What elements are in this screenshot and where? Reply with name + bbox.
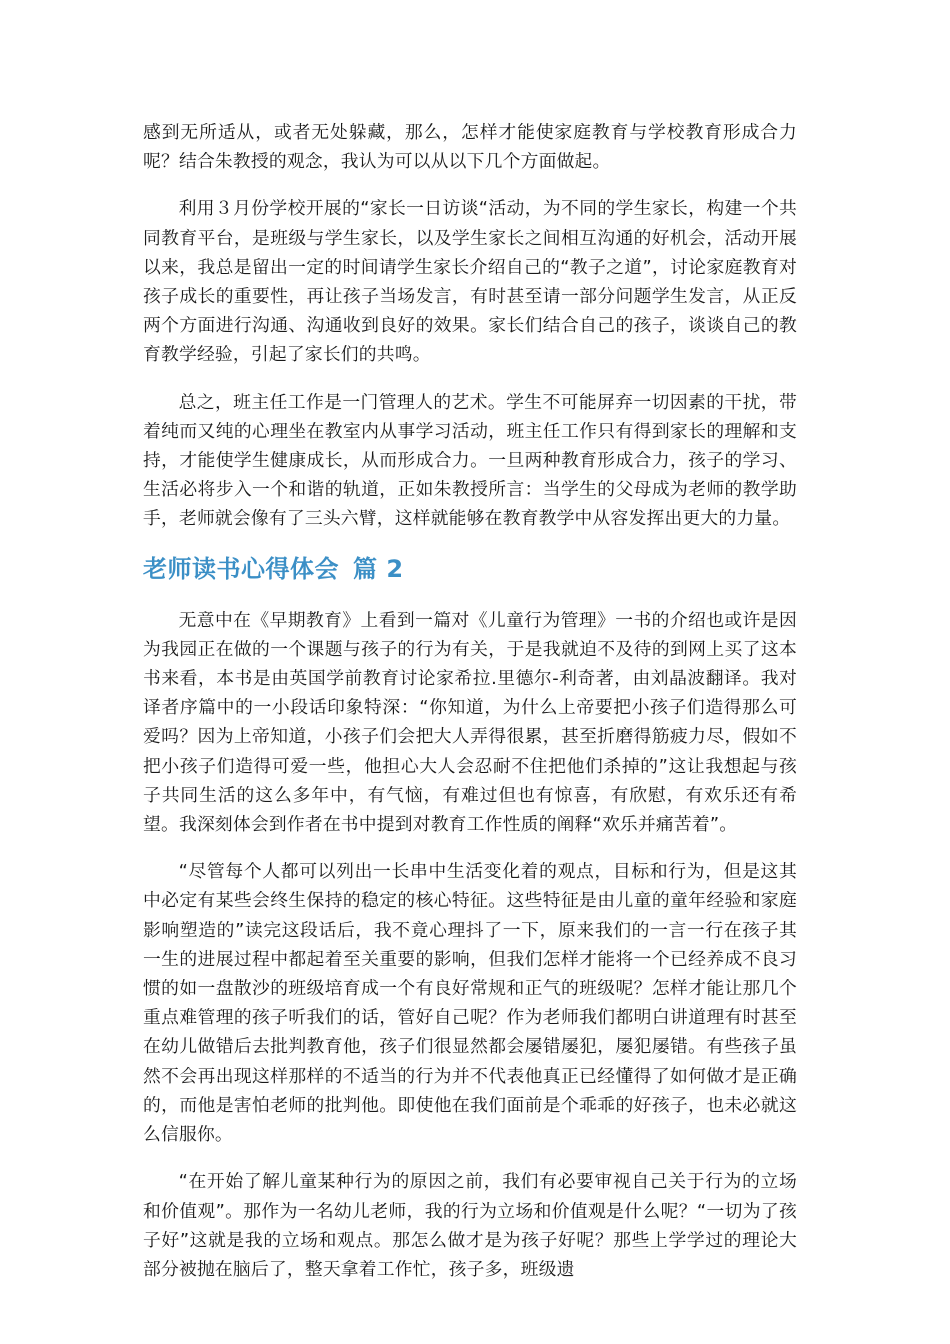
paragraph: “尽管每个人都可以列出一长串中生活变化着的观点，目标和行为，但是这其中必定有某些会终生保持的稳定的核心特征。这些特征是由儿童的童年经验和家庭影响塑造的”读完这段话后，我不竟心理抖了一下，原来我们的一言一行在孩子其一生的进展过程中都起着至关重要的影响，但我们怎样才能将一个已经养成不良习惯的如一盘散沙的班级培育成一个有良好常规和正气的班级呢？怎样才能让那几个重点难管理的孩子听我们的话，管好自己呢？作为老师我们都明白讲道理有时甚至在幼儿做错后去批判教育他，孩子们很显然都会屡错屡犯，屡犯屡错。有些孩子虽然不会再出现这样那样的不适当的行为并不代表他真正已经懂得了如何做才是正确的，而他是害怕老师的批判他。即使他在我们面前是个乖乖的好孩子，也未必就这么信服你。 xyxy=(143,861,797,1146)
paragraph: 总之，班主任工作是一门管理人的艺术。学生不可能屏弃一切因素的干扰，带着纯而又纯的心理坐在教室内从事学习活动，班主任工作只有得到家长的理解和支持，才能使学生健康成长，从而形成合力。一旦两种教育形成合力，孩子的学习、生活必将步入一个和谐的轨道，正如朱教授所言：当学生的父母成为老师的教学助手，老师就会像有了三头六臂，这样就能够在教育教学中从容发挥出更大的力量。 xyxy=(143,391,797,530)
paragraph: 感到无所适从，或者无处躲藏，那么，怎样才能使家庭教育与学校教育形成合力呢？结合朱教授的观念，我认为可以从以下几个方面做起。 xyxy=(143,122,797,173)
section-heading-title: 老师读书心得体会 xyxy=(143,554,339,583)
paragraph: 无意中在《早期教育》上看到一篇对《儿童行为管理》一书的介绍也或许是因为我园正在做的一个课题与孩子的行为有关，于是我就迫不及待的到网上买了这本书来看，本书是由英国学前教育讨论家希拉.里德尔-利奇著，由刘晶波翻译。我对译者序篇中的一小段话印象特深：“你知道，为什么上帝要把小孩子们造得那么可爱吗？因为上帝知道，小孩子们会把大人弄得很累，甚至折磨得筋疲力尽，假如不把小孩子们造得可爱一些，他担心大人会忍耐不住把他们杀掉的”这让我想起与孩子共同生活的这么多年中，有气恼，有难过但也有惊喜，有欣慰，有欢乐还有希望。我深刻体会到作者在书中提到对教育工作性质的阐释“欢乐并痛苦着”。 xyxy=(143,609,797,836)
paragraph: “在开始了解儿童某种行为的原因之前，我们有必要审视自己关于行为的立场和价值观”。那作为一名幼儿老师，我的行为立场和价值观是什么呢？“一切为了孩子好”这就是我的立场和观点。那怎么做才是为孩子好呢？那些上学学过的理论大部分被抛在脑后了，整天拿着工作忙，孩子多，班级遗 xyxy=(143,1171,797,1280)
section-heading xyxy=(143,552,797,586)
paragraph: 利用３月份学校开展的“家长一日访谈“活动，为不同的学生家长，构建一个共同教育平台，是班级与学生家长，以及学生家长之间相互沟通的好机会，活动开展以来，我总是留出一定的时间请学生家长介绍自己的“教子之道”，讨论家庭教育对孩子成长的重要性，再让孩子当场发言，有时甚至请一部分问题学生发言，从正反两个方面进行沟通、沟通收到良好的效果。家长们结合自己的孩子，谈谈自己的教育教学经验，引起了家长们的共鸣。 xyxy=(143,198,797,366)
document-page xyxy=(143,118,797,1302)
section-heading-number: 篇 2 xyxy=(353,554,404,583)
